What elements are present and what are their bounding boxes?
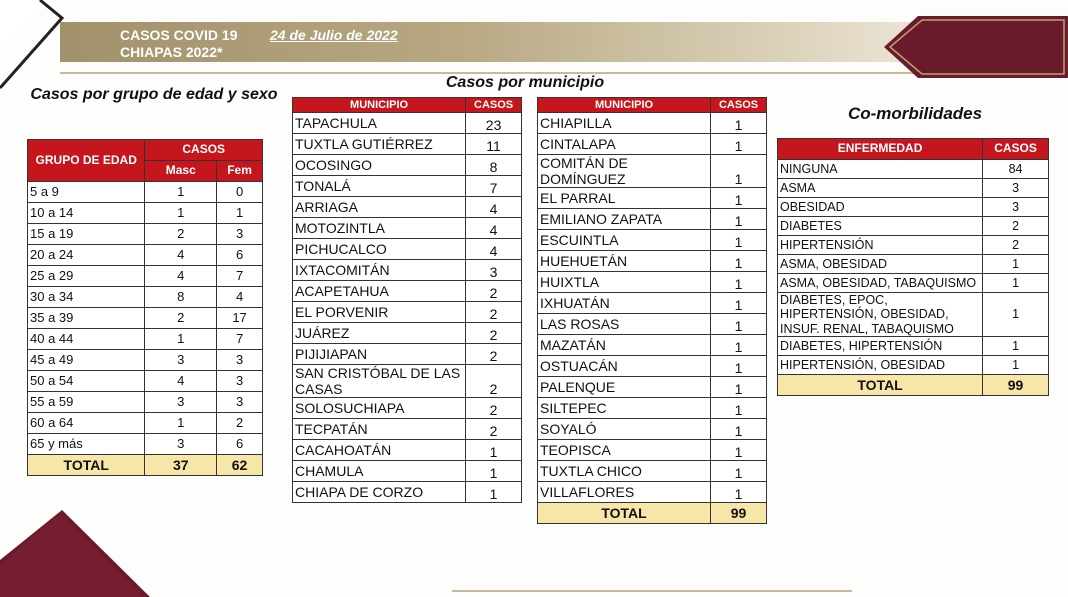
municipio-cases-cell: 1	[711, 272, 767, 293]
age-group-cell: 20 a 24	[28, 245, 145, 266]
masc-cell: 3	[145, 434, 217, 455]
header-right-arrow-decoration	[880, 12, 1068, 82]
masc-header: Masc	[145, 161, 217, 182]
municipio-name-cell: SOLOSUCHIAPA	[293, 398, 466, 419]
municipio-cases-cell: 1	[711, 188, 767, 209]
fem-cell: 1	[217, 203, 263, 224]
comorb-total-label: TOTAL	[778, 375, 983, 396]
municipio-name-cell: PICHUCALCO	[293, 239, 466, 260]
municipio-cases-cell: 23	[466, 113, 522, 134]
age-row	[28, 392, 263, 413]
municipio-cases-cell: 1	[711, 155, 767, 188]
municipio-row	[538, 155, 767, 188]
municipio-name-cell: PIJIJIAPAN	[293, 344, 466, 365]
municipio-name-cell: JUÁREZ	[293, 323, 466, 344]
municipio-name-cell: ESCUINTLA	[538, 230, 711, 251]
municipio-row	[293, 155, 522, 176]
municipio-name-cell: CACAHOATÁN	[293, 440, 466, 461]
municipio-row	[293, 281, 522, 302]
municipio-name-cell: EL PARRAL	[538, 188, 711, 209]
municipio-total-row	[538, 503, 767, 524]
comorbidity-row	[778, 198, 1049, 217]
masc-cell: 1	[145, 182, 217, 203]
municipio-header-1: MUNICIPIO	[293, 98, 466, 113]
municipio-name-cell: EMILIANO ZAPATA	[538, 209, 711, 230]
municipio-name-cell: TONALÁ	[293, 176, 466, 197]
comorbidity-row	[778, 356, 1049, 375]
masc-cell: 2	[145, 308, 217, 329]
fem-cell: 2	[217, 413, 263, 434]
cases-header-2: CASOS	[711, 98, 767, 113]
comorbidity-name-cell: ASMA, OBESIDAD	[778, 255, 983, 274]
masc-cell: 8	[145, 287, 217, 308]
age-total-row	[28, 455, 263, 476]
municipio-row	[293, 482, 522, 503]
municipio-cases-cell: 1	[711, 461, 767, 482]
municipio-row	[538, 230, 767, 251]
municipio-row	[293, 365, 522, 398]
age-group-header: GRUPO DE EDAD	[28, 140, 145, 182]
comorbidity-table	[777, 138, 1049, 396]
comorbidity-name-cell: DIABETES, HIPERTENSIÓN	[778, 337, 983, 356]
comorbidity-row	[778, 274, 1049, 293]
comorbidity-row	[778, 179, 1049, 198]
comorbidity-cases-cell: 3	[983, 179, 1049, 198]
municipio-name-cell: TUXTLA GUTIÉRREZ	[293, 134, 466, 155]
comorbidity-name-cell: HIPERTENSIÓN, OBESIDAD	[778, 356, 983, 375]
age-row	[28, 371, 263, 392]
municipio-cases-cell: 2	[466, 323, 522, 344]
comorbidity-cases-cell: 1	[983, 337, 1049, 356]
municipio-cases-cell: 1	[711, 419, 767, 440]
comorbidity-cases-cell: 3	[983, 198, 1049, 217]
fem-cell: 6	[217, 245, 263, 266]
age-group-cell: 50 a 54	[28, 371, 145, 392]
comorbidity-section-title: Co-morbilidades	[847, 104, 983, 123]
comorbidity-row	[778, 255, 1049, 274]
municipio-name-cell: CINTALAPA	[538, 134, 711, 155]
age-row	[28, 266, 263, 287]
municipio-row	[538, 113, 767, 134]
municipio-name-cell: ARRIAGA	[293, 197, 466, 218]
municipio-row	[293, 302, 522, 323]
municipio-row	[293, 239, 522, 260]
municipio-name-cell: ACAPETAHUA	[293, 281, 466, 302]
municipio-cases-cell: 1	[711, 398, 767, 419]
footer-divider	[452, 590, 852, 592]
municipio-row	[293, 419, 522, 440]
age-group-cell: 35 a 39	[28, 308, 145, 329]
comorbidity-name-cell: NINGUNA	[778, 160, 983, 179]
header-title: CASOS COVID 19	[120, 27, 238, 43]
comorbidity-name-cell: DIABETES	[778, 217, 983, 236]
municipio-name-cell: EL PORVENIR	[293, 302, 466, 323]
municipio-cases-cell: 11	[466, 134, 522, 155]
age-row	[28, 224, 263, 245]
comorbidity-cases-cell: 1	[983, 293, 1049, 337]
municipio-name-cell: HUEHUETÁN	[538, 251, 711, 272]
age-group-cell: 25 a 29	[28, 266, 145, 287]
municipio-row	[293, 344, 522, 365]
age-row	[28, 182, 263, 203]
masc-cell: 1	[145, 203, 217, 224]
municipio-cases-cell: 3	[466, 260, 522, 281]
age-row	[28, 245, 263, 266]
municipio-name-cell: CHAMULA	[293, 461, 466, 482]
comorbidity-name-cell: ASMA, OBESIDAD, TABAQUISMO	[778, 274, 983, 293]
municipio-name-cell: OCOSINGO	[293, 155, 466, 176]
comorbidity-cases-cell: 84	[983, 160, 1049, 179]
municipio-cases-cell: 2	[466, 365, 522, 398]
comorbidity-row	[778, 236, 1049, 255]
municipio-row	[293, 440, 522, 461]
municipio-cases-cell: 1	[466, 440, 522, 461]
municipio-row	[293, 461, 522, 482]
municipio-cases-cell: 1	[466, 461, 522, 482]
municipio-name-cell: CHIAPILLA	[538, 113, 711, 134]
age-row	[28, 203, 263, 224]
age-group-cell: 40 a 44	[28, 329, 145, 350]
municipio-row	[538, 440, 767, 461]
municipio-name-cell: OSTUACÁN	[538, 356, 711, 377]
comorbidity-name-cell: HIPERTENSIÓN	[778, 236, 983, 255]
fem-header: Fem	[217, 161, 263, 182]
municipio-cases-cell: 1	[711, 293, 767, 314]
masc-cell: 4	[145, 371, 217, 392]
municipio-table-2	[537, 97, 767, 524]
comorbidity-cases-cell: 1	[983, 255, 1049, 274]
masc-cell: 1	[145, 329, 217, 350]
municipio-row	[538, 251, 767, 272]
age-row	[28, 350, 263, 371]
municipio-name-cell: LAS ROSAS	[538, 314, 711, 335]
municipio-name-cell: MOTOZINTLA	[293, 218, 466, 239]
municipio-total-value: 99	[711, 503, 767, 524]
masc-cell: 4	[145, 245, 217, 266]
municipio-row	[538, 482, 767, 503]
comorbidity-row	[778, 160, 1049, 179]
municipio-cases-cell: 2	[466, 344, 522, 365]
comorbidity-row	[778, 337, 1049, 356]
municipio-row	[538, 209, 767, 230]
municipio-name-cell: CHIAPA DE CORZO	[293, 482, 466, 503]
comorb-total-row	[778, 375, 1049, 396]
municipio-cases-cell: 1	[711, 230, 767, 251]
municipio-cases-cell: 1	[711, 335, 767, 356]
age-total-masc: 37	[145, 455, 217, 476]
municipio-cases-cell: 4	[466, 239, 522, 260]
age-group-cell: 10 a 14	[28, 203, 145, 224]
age-row	[28, 329, 263, 350]
fem-cell: 0	[217, 182, 263, 203]
age-row	[28, 308, 263, 329]
comorbidity-row	[778, 293, 1049, 337]
comorb-cases-header: CASOS	[983, 139, 1049, 160]
age-total-fem: 62	[217, 455, 263, 476]
municipio-row	[538, 461, 767, 482]
comorbidity-cases-cell: 2	[983, 217, 1049, 236]
age-group-cell: 55 a 59	[28, 392, 145, 413]
municipio-row	[538, 356, 767, 377]
disease-header: ENFERMEDAD	[778, 139, 983, 160]
municipio-row	[293, 398, 522, 419]
age-group-cell: 45 a 49	[28, 350, 145, 371]
comorbidity-cases-cell: 2	[983, 236, 1049, 255]
fem-cell: 3	[217, 392, 263, 413]
municipio-cases-cell: 4	[466, 218, 522, 239]
age-group-cell: 65 y más	[28, 434, 145, 455]
municipio-row	[293, 134, 522, 155]
municipio-row	[293, 197, 522, 218]
municipio-cases-cell: 1	[711, 440, 767, 461]
municipio-row	[538, 314, 767, 335]
municipio-name-cell: MAZATÁN	[538, 335, 711, 356]
municipio-cases-cell: 1	[711, 377, 767, 398]
municipio-row	[293, 260, 522, 281]
comorbidity-name-cell: OBESIDAD	[778, 198, 983, 217]
municipio-cases-cell: 2	[466, 281, 522, 302]
municipio-table-1	[292, 97, 522, 503]
municipio-header-2: MUNICIPIO	[538, 98, 711, 113]
bottom-left-corner-decoration	[0, 470, 160, 597]
municipio-name-cell: IXTACOMITÁN	[293, 260, 466, 281]
age-row	[28, 434, 263, 455]
age-total-label: TOTAL	[28, 455, 145, 476]
municipio-name-cell: HUIXTLA	[538, 272, 711, 293]
cases-header-1: CASOS	[466, 98, 522, 113]
fem-cell: 17	[217, 308, 263, 329]
municipio-name-cell: SILTEPEC	[538, 398, 711, 419]
municipio-name-cell: TUXTLA CHICO	[538, 461, 711, 482]
municipio-row	[538, 134, 767, 155]
municipio-row	[538, 335, 767, 356]
fem-cell: 3	[217, 350, 263, 371]
comorbidity-row	[778, 217, 1049, 236]
fem-cell: 4	[217, 287, 263, 308]
municipio-name-cell: TEOPISCA	[538, 440, 711, 461]
municipio-row	[293, 176, 522, 197]
municipio-cases-cell: 1	[711, 134, 767, 155]
masc-cell: 4	[145, 266, 217, 287]
masc-cell: 3	[145, 350, 217, 371]
municipio-cases-cell: 4	[466, 197, 522, 218]
municipio-name-cell: SOYALÓ	[538, 419, 711, 440]
municipio-cases-cell: 1	[711, 356, 767, 377]
age-group-cell: 15 a 19	[28, 224, 145, 245]
age-row	[28, 287, 263, 308]
fem-cell: 3	[217, 224, 263, 245]
comorb-total-value: 99	[983, 375, 1049, 396]
masc-cell: 2	[145, 224, 217, 245]
age-row	[28, 413, 263, 434]
comorbidity-cases-cell: 1	[983, 274, 1049, 293]
municipio-cases-cell: 1	[711, 113, 767, 134]
age-group-cell: 5 a 9	[28, 182, 145, 203]
municipio-cases-cell: 7	[466, 176, 522, 197]
comorbidity-cases-cell: 1	[983, 356, 1049, 375]
municipio-row	[538, 188, 767, 209]
masc-cell: 1	[145, 413, 217, 434]
municipio-cases-cell: 2	[466, 302, 522, 323]
fem-cell: 7	[217, 329, 263, 350]
municipio-name-cell: PALENQUE	[538, 377, 711, 398]
municipio-cases-cell: 2	[466, 398, 522, 419]
municipio-row	[293, 323, 522, 344]
municipio-name-cell: TECPATÁN	[293, 419, 466, 440]
municipio-section-title: Casos por municipio	[445, 74, 605, 91]
municipio-cases-cell: 1	[466, 482, 522, 503]
age-cases-header: CASOS	[145, 140, 263, 161]
municipio-cases-cell: 1	[711, 314, 767, 335]
header-date: 24 de Julio de 2022	[270, 27, 398, 43]
municipio-name-cell: SAN CRISTÓBAL DE LAS CASAS	[293, 365, 466, 398]
age-group-cell: 30 a 34	[28, 287, 145, 308]
age-section-title: Casos por grupo de edad y sexo	[30, 86, 278, 103]
municipio-total-label: TOTAL	[538, 503, 711, 524]
fem-cell: 7	[217, 266, 263, 287]
municipio-cases-cell: 1	[711, 251, 767, 272]
municipio-name-cell: IXHUATÁN	[538, 293, 711, 314]
municipio-row	[293, 218, 522, 239]
municipio-row	[293, 113, 522, 134]
header-subtitle: CHIAPAS 2022*	[120, 44, 223, 60]
comorbidity-name-cell: ASMA	[778, 179, 983, 198]
municipio-name-cell: VILLAFLORES	[538, 482, 711, 503]
municipio-name-cell: COMITÁN DE DOMÍNGUEZ	[538, 155, 711, 188]
municipio-row	[538, 293, 767, 314]
municipio-cases-cell: 1	[711, 209, 767, 230]
municipio-row	[538, 272, 767, 293]
age-group-table	[27, 139, 263, 476]
masc-cell: 3	[145, 392, 217, 413]
municipio-cases-cell: 2	[466, 419, 522, 440]
municipio-row	[538, 377, 767, 398]
municipio-row	[538, 398, 767, 419]
municipio-row	[538, 419, 767, 440]
comorbidity-name-cell: DIABETES, EPOC, HIPERTENSIÓN, OBESIDAD, INSUF. RENAL, TABAQUISMO	[778, 293, 983, 337]
fem-cell: 6	[217, 434, 263, 455]
municipio-name-cell: TAPACHULA	[293, 113, 466, 134]
municipio-cases-cell: 1	[711, 482, 767, 503]
age-group-cell: 60 a 64	[28, 413, 145, 434]
municipio-cases-cell: 8	[466, 155, 522, 176]
fem-cell: 3	[217, 371, 263, 392]
